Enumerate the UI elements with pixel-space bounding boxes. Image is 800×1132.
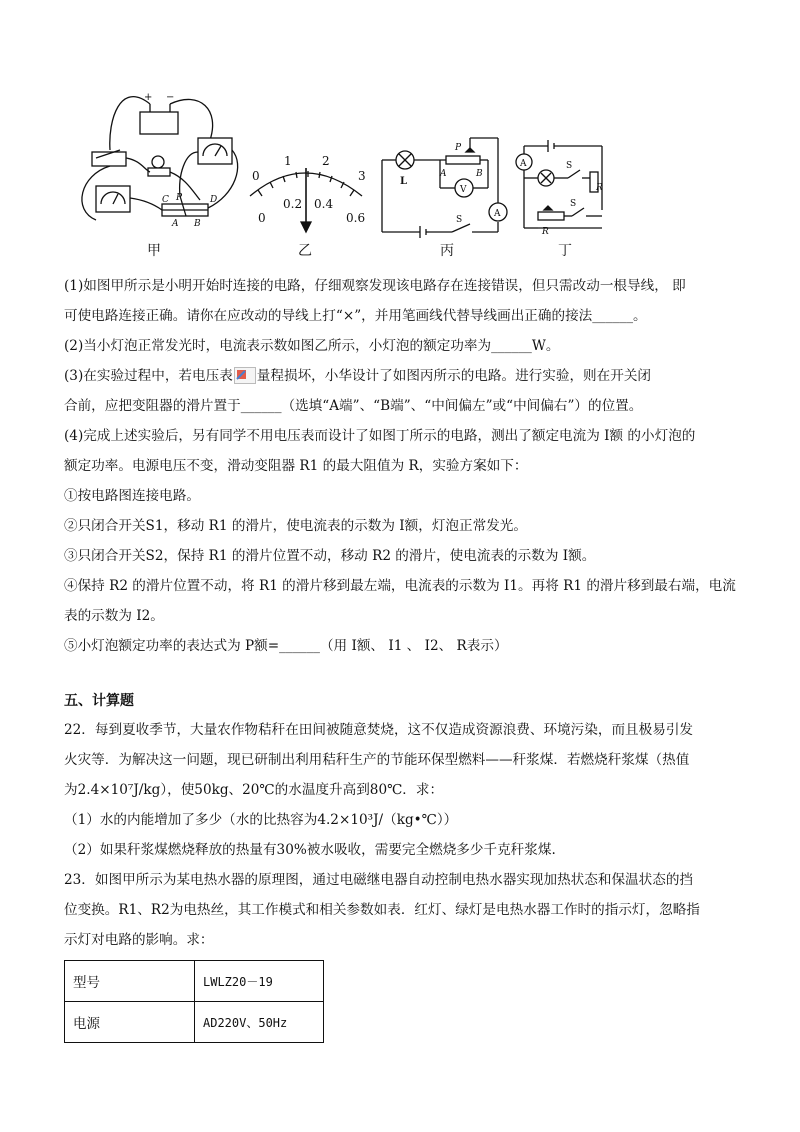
- caption-yi: 乙: [298, 243, 312, 259]
- q21-part2: (2)当小灯泡正常发光时，电流表示数如图乙所示，小灯泡的额定功率为______W。: [64, 338, 560, 354]
- svg-text:1: 1: [284, 154, 292, 168]
- q21-step1: ①按电路图连接电路。: [64, 488, 200, 504]
- q21-part4-line1: (4)完成上述实验后，另有同学不用电压表而设计了如图丁所示的电路，测出了额定电流为 I额 的小灯泡的: [64, 428, 696, 444]
- q21-part3-line1-a: (3)在实验过程中，若电压表: [64, 368, 233, 384]
- svg-text:A: A: [172, 219, 179, 229]
- q22-sub1: （1）水的内能增加了多少（水的比热容为4.2×10³J/（kg•℃））: [64, 812, 458, 828]
- table-row: [65, 1002, 324, 1043]
- svg-text:A: A: [440, 169, 447, 179]
- svg-text:0.4: 0.4: [314, 197, 334, 211]
- svg-text:P: P: [176, 193, 183, 203]
- svg-text:R: R: [596, 183, 603, 193]
- svg-text:R: R: [542, 227, 549, 237]
- table-value: AD220V、50Hz: [195, 1002, 324, 1043]
- caption-jia: 甲: [147, 243, 161, 259]
- svg-text:0.6: 0.6: [346, 211, 366, 225]
- figures-row: [0, 0, 800, 262]
- table-value: LWLZ20－19: [195, 961, 324, 1002]
- q22-line3: 为2.4×10⁷J/kg），使50kg、20℃的水温度升高到80℃．求：: [64, 782, 444, 798]
- q22-sub2: （2）如果秆浆煤燃烧释放的热量有30%被水吸收，需要完全燃烧多少千克秆浆煤.: [64, 842, 556, 858]
- plus-label: +: [144, 92, 153, 103]
- figure-ding-schematic: [516, 140, 602, 228]
- spec-table: [64, 960, 324, 1043]
- circuit-figures-svg: [0, 0, 800, 262]
- q21-part1-line1: (1)如图甲所示是小明开始时连接的电路，仔细观察发现该电路存在连接错误，但只需改动一根导线， 即: [64, 278, 686, 294]
- svg-text:3: 3: [358, 169, 366, 183]
- svg-text:S: S: [566, 161, 573, 171]
- svg-text:B: B: [476, 169, 483, 179]
- svg-text:C: C: [162, 195, 169, 205]
- table-key: 电源: [65, 1002, 195, 1043]
- q22-line2: 火灾等．为解决这一问题，现已研制出利用秸秆生产的节能环保型燃料——秆浆煤．若燃烧秆浆煤（热值: [64, 752, 690, 768]
- q21-part3-line2: 合前，应把变阻器的滑片置于______（选填“A端”、“B端”、“中间偏左”或“中间偏右”）的位置。: [64, 398, 643, 414]
- minus-label: −: [166, 92, 175, 103]
- svg-text:P: P: [455, 143, 462, 153]
- caption-ding: 丁: [558, 243, 572, 259]
- svg-text:V: V: [460, 185, 467, 195]
- svg-text:S: S: [456, 215, 463, 225]
- section-title: 五、计算题: [64, 693, 134, 709]
- q21-part4-line2: 额定功率。电源电压不变，滑动变阻器 R1 的最大阻值为 R，实验方案如下：: [64, 458, 528, 474]
- svg-text:2: 2: [322, 154, 330, 168]
- svg-text:D: D: [210, 195, 218, 205]
- svg-text:0: 0: [252, 169, 260, 183]
- q21-part3-line1: [64, 366, 651, 386]
- q23-line2: 位变换。R1、R2为电热丝，其工作模式和相关参数如表．红灯、绿灯是电热水器工作时的指示灯，忽略指: [64, 902, 700, 918]
- q23-line1: 23．如图甲所示为某电热水器的原理图，通过电磁继电器自动控制电热水器实现加热状态和保温状态的挡: [64, 872, 694, 888]
- q21-step4-line2: 表的示数为 I2。: [64, 608, 164, 624]
- q23-line3: 示灯对电路的影响。求：: [64, 932, 214, 948]
- caption-bing: 丙: [440, 243, 454, 259]
- q21-step3: ③只闭合开关S2，保持 R1 的滑片位置不动，移动 R2 的滑片，使电流表的示数为 I额。: [64, 548, 596, 564]
- q22-line1: 22．每到夏收季节，大量农作物秸秆在田间被随意焚烧，这不仅造成资源浪费、环境污染，而且极易引发: [64, 722, 694, 738]
- svg-text:B: B: [194, 219, 201, 229]
- q21-step5: ⑤小灯泡额定功率的表达式为 P额=______（用 I额、 I1 、 I2、 R表示）: [64, 638, 508, 654]
- broken-image-icon: [234, 367, 256, 384]
- svg-text:L: L: [400, 176, 408, 187]
- q21-part1-line2: 可使电路连接正确。请你在应改动的导线上打“×”，并用笔画线代替导线画出正确的接法______。: [64, 308, 647, 324]
- table-row: [65, 961, 324, 1002]
- figure-bing-schematic: [382, 138, 507, 238]
- svg-text:0.2: 0.2: [283, 197, 303, 211]
- svg-text:A: A: [520, 159, 527, 169]
- q21-step4-line1: ④保持 R2 的滑片位置不动，将 R1 的滑片移到最左端，电流表的示数为 I1。再将 R1 的滑片移到最右端，电流: [64, 578, 736, 594]
- svg-text:A: A: [494, 209, 501, 219]
- table-key: 型号: [65, 961, 195, 1002]
- q21-part3-line1-b: 量程损坏，小华设计了如图丙所示的电路。进行实验，则在开关闭: [256, 368, 652, 384]
- svg-text:S: S: [570, 199, 577, 209]
- q21-step2: ②只闭合开关S1，移动 R1 的滑片，使电流表的示数为 I额，灯泡正常发光。: [64, 518, 527, 534]
- svg-text:0: 0: [258, 211, 266, 225]
